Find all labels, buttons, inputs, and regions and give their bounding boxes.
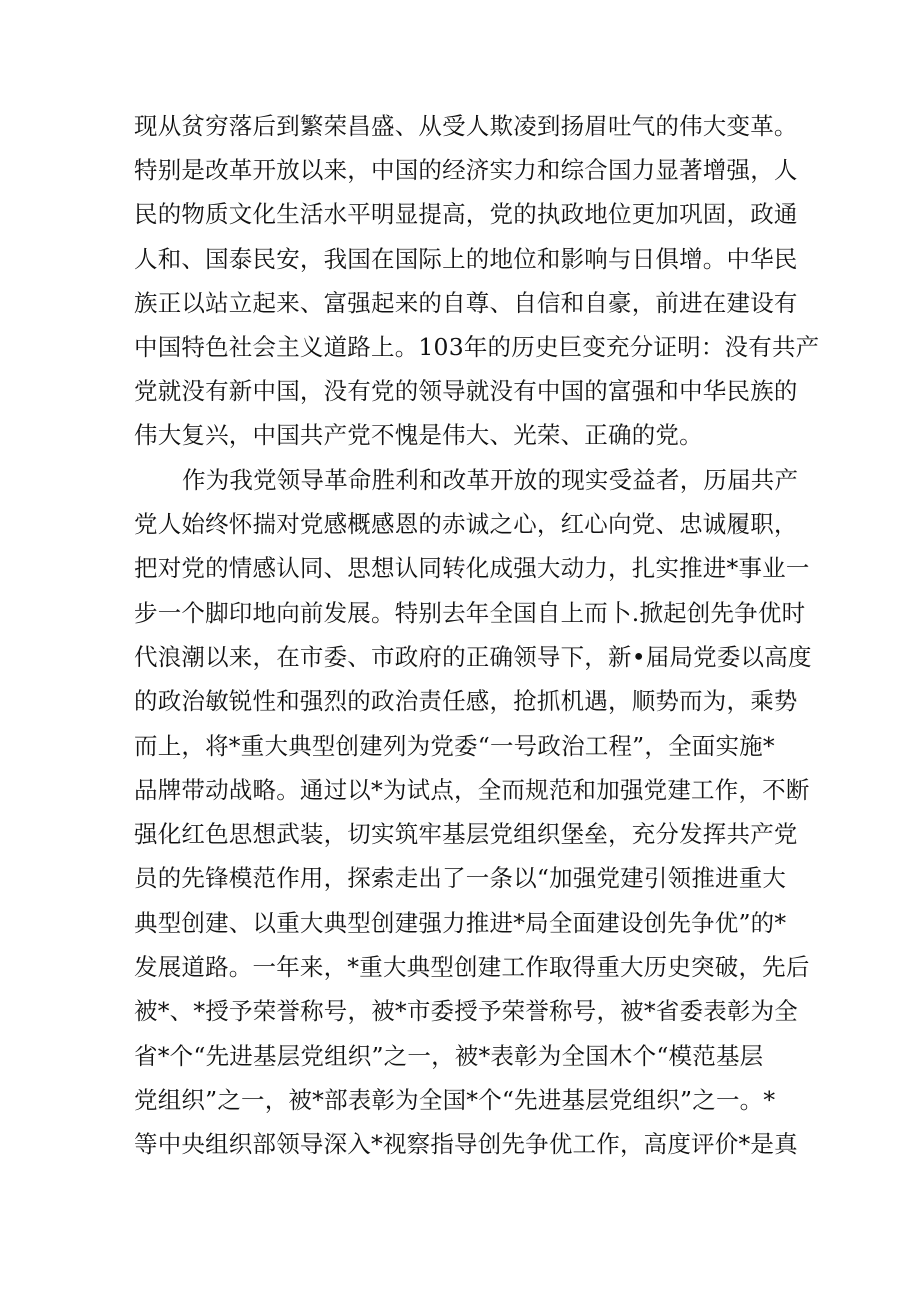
text-line: 现从贫穷落后到繁荣昌盛、从受人欺凌到扬眉吐气的伟大变革。 [134, 112, 798, 140]
text-line: 党就没有新中国，没有党的领导就没有中国的富强和中华民族的 [134, 377, 798, 405]
text-line: 员的先锋模范作用，探索走出了一条以“加强党建引领推进重大 [134, 864, 787, 892]
text-line: 党人始终怀揣对党感概感恩的赤诚之心，红心向党、忠诚履职， [134, 510, 798, 538]
text-line: 品牌带动战略。通过以*为试点，全而规范和加强党建工作，不断 [134, 776, 810, 804]
text-line: 党组织”之一，被*部表彰为全国*个“先进基层党组织”之一。* [134, 1086, 776, 1114]
paragraph-first-line: 作为我党领导革命胜利和改革开放的现实受益者，历届共产 [182, 466, 799, 494]
text-line: 省*个“先进基层党组织”之一，被*表彰为全国木个“模范基层 [134, 1042, 764, 1070]
text-line: 族正以站立起来、富强起来的自尊、自信和自豪，前进在建设有 [134, 289, 798, 317]
text-line: 把对党的情感认同、思想认同转化成强大动力，扎实推进*事业一 [134, 554, 810, 582]
text-line: 中国特色社会主义道路上。103年的历史巨变充分证明：没有共产 [134, 333, 820, 361]
text-line: 等中央组织部领导深入*视察指导创先争优工作，高度评价*是真 [134, 1130, 798, 1158]
text-line: 发展道路。一年来，*重大典型创建工作取得重大历史突破，先后 [134, 953, 810, 981]
text-line: 步一个脚印地向前发展。特别去年全国自上而卜.掀起创先争优时 [134, 599, 806, 627]
text-line: 典型创建、以重大典型创建强力推进*局全面建设创先争优”的* [134, 909, 787, 937]
text-line: 被*、*授予荣誉称号，被*市委授予荣誉称号，被*省委表彰为全 [134, 997, 798, 1025]
text-line: 伟大复兴，中国共产党不愧是伟大、光荣、正确的党。 [134, 421, 703, 449]
text-line: 强化红色思想武装，切实筑牢基层党组织堡垒，充分发挥共产党 [134, 820, 798, 848]
text-line: 特别是改革开放以来，中国的经济实力和综合国力显著增强，人 [134, 156, 798, 184]
text-line: 代浪潮以来，在市委、市政府的正确领导下，新•届局党委以高度 [134, 643, 812, 671]
text-line: 民的物质文化生活水平明显提高，党的执政地位更加巩固，政通 [134, 200, 798, 228]
text-line: 的政治敏锐性和强烈的政治责任感，抢抓机遇，顺势而为，乘势 [134, 687, 798, 715]
text-line: 人和、国泰民安，我国在国际上的地位和影响与日俱增。中华民 [134, 245, 798, 273]
text-line: 而上，将*重大典型创建列为党委“一号政治工程”，全面实施* [134, 732, 775, 760]
